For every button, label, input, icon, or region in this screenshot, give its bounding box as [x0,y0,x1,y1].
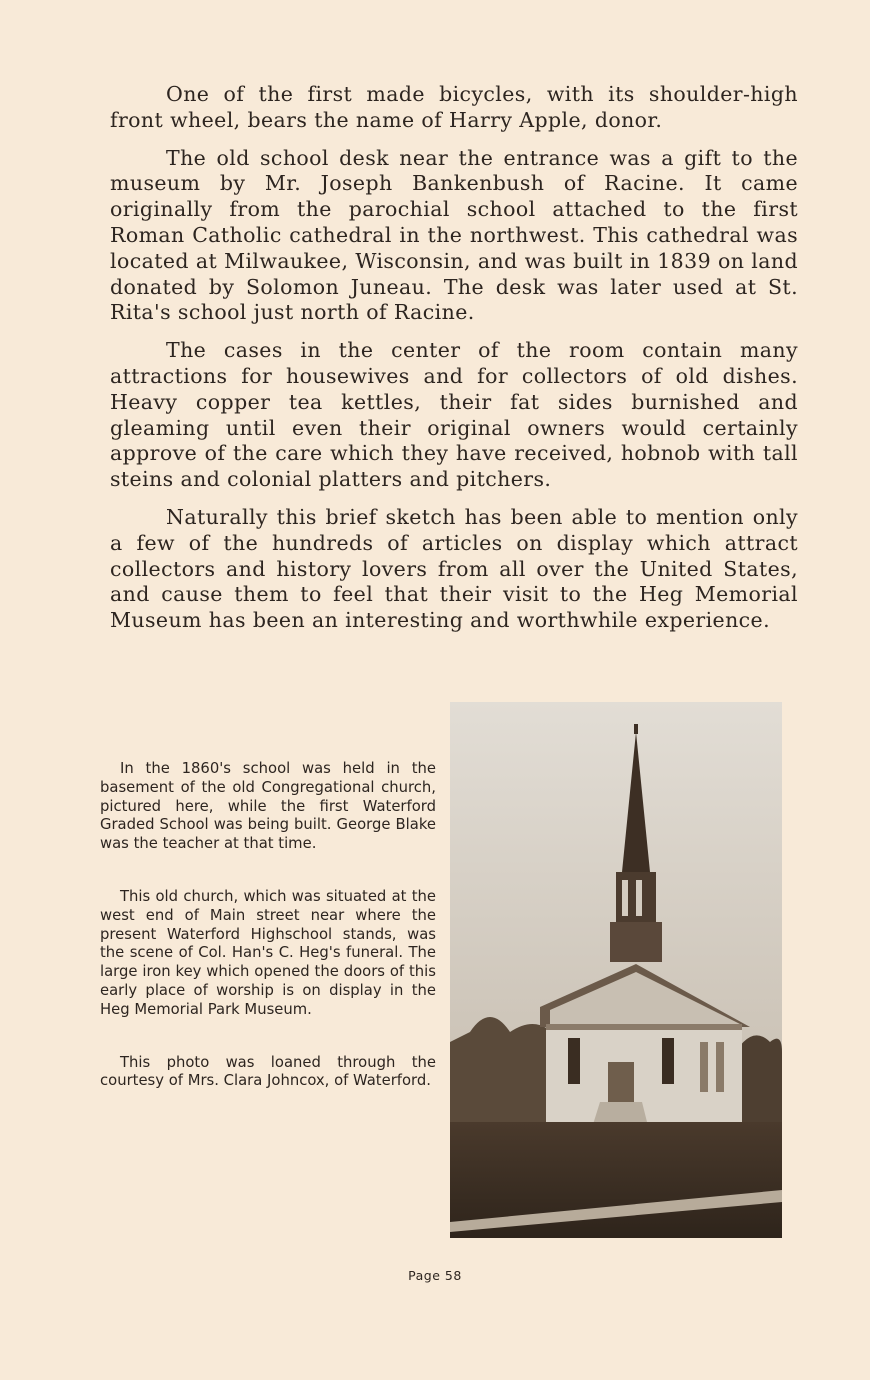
page-number: Page 58 [408,1268,462,1283]
caption-photo-credit: This photo was loaned through the courtesy of Mrs. Clara Johncox, of Waterford. [100,1053,436,1090]
photo-captions [100,760,436,1091]
body-text [110,82,798,646]
paragraph-bicycle: One of the first made bicycles, with its shoulder-high front wheel, bears the name of Harry Apple, donor. [110,82,798,132]
paragraph-school-desk: The old school desk near the entrance was a gift to the museum by Mr. Joseph Bankenbush of Racine. It came originally from the parochial school attached to the first Roman Catholic cathedral in the northwest. This cathedral was located at Milwaukee, Wisconsin, and was built in 1839 on land donated by Solomon Juneau. The desk was later used at St. Rita's school just north of Racine. [110,145,798,325]
paragraph-closing: Naturally this brief sketch has been able to mention only a few of the hundreds of articles on display which attract collectors and history lovers from all over the United States, and cause them to feel that their visit to the Heg Memorial Museum has been an interesting and worthwhile experience. [110,504,798,633]
paragraph-center-cases: The cases in the center of the room contain many attractions for housewives and for collectors of old dishes. Heavy copper tea kettles, their fat sides burnished and gleaming until even their original owners would certainly approve of the care which they have received, hobnob with tall steins and colonial platters and pitchers. [110,338,798,492]
church-illustration [450,702,782,1238]
caption-school-history: In the 1860's school was held in the basement of the old Congregational church, pictured here, while the first Waterford Graded School was being built. George Blake was the teacher at that time. [100,760,436,853]
church-photo [450,702,782,1238]
caption-church-history: This old church, which was situated at the west end of Main street near where the present Waterford Highschool stands, was the scene of Col. Han's C. Heg's funeral. The large iron key which opened the doors of this early place of worship is on display in the Heg Memorial Park Museum. [100,887,436,1018]
